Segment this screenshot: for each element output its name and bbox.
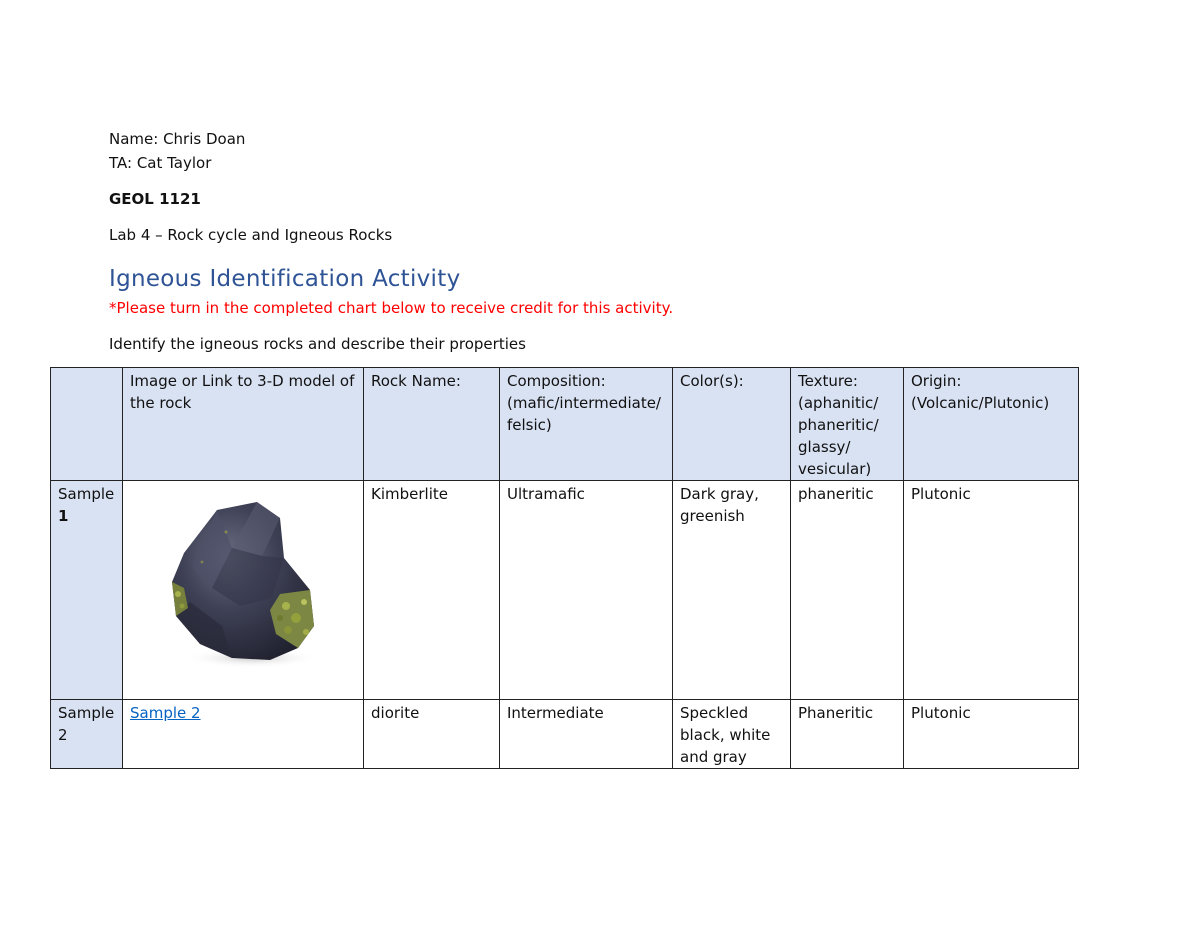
- table-row: [51, 481, 1079, 700]
- header-cell-colors: Color(s):: [673, 368, 791, 481]
- row-label-word: Sample: [58, 485, 115, 503]
- header-cell-origin: Origin: (Volcanic/Plutonic): [904, 368, 1079, 481]
- row-label-word: Sample: [58, 704, 115, 722]
- header-cell-rock-name: Rock Name:: [364, 368, 500, 481]
- activity-title: Igneous Identification Activity: [109, 266, 461, 292]
- header-cell-texture: Texture: (aphanitic/ phaneritic/ glassy/ vesicular): [791, 368, 904, 481]
- sample-2-link[interactable]: Sample 2: [130, 704, 201, 722]
- activity-instruction: Identify the igneous rocks and describe their properties: [109, 335, 526, 353]
- rock-image-cell: [123, 481, 364, 700]
- rock-identification-table: [50, 367, 1079, 769]
- table-row: [51, 700, 1079, 769]
- rock-link-cell: [123, 700, 364, 769]
- ta-name: TA: Cat Taylor: [109, 154, 212, 172]
- header-cell-composition: Composition: (mafic/intermediate/ felsic): [500, 368, 673, 481]
- texture-cell: Phaneritic: [791, 700, 904, 769]
- rock-name-cell: Kimberlite: [364, 481, 500, 700]
- table-header-row: [51, 368, 1079, 481]
- course-code: GEOL 1121: [109, 190, 201, 208]
- origin-cell: Plutonic: [904, 481, 1079, 700]
- row-label-number: 2: [58, 726, 68, 744]
- texture-cell: phaneritic: [791, 481, 904, 700]
- rock-name-cell: diorite: [364, 700, 500, 769]
- color-cell: Dark gray, greenish: [673, 481, 791, 700]
- composition-cell: Ultramafic: [500, 481, 673, 700]
- credit-notice: *Please turn in the completed chart below to receive credit for this activity.: [109, 299, 674, 317]
- origin-cell: Plutonic: [904, 700, 1079, 769]
- student-name: Name: Chris Doan: [109, 130, 246, 148]
- row-label: [51, 481, 123, 700]
- row-label-number: 1: [58, 507, 69, 525]
- header-cell-empty: [51, 368, 123, 481]
- kimberlite-rock-image: [162, 498, 322, 673]
- header-cell-image: Image or Link to 3-D model of the rock: [123, 368, 364, 481]
- lab-title: Lab 4 – Rock cycle and Igneous Rocks: [109, 226, 393, 244]
- composition-cell: Intermediate: [500, 700, 673, 769]
- color-cell: Speckled black, white and gray: [673, 700, 791, 769]
- row-label: [51, 700, 123, 769]
